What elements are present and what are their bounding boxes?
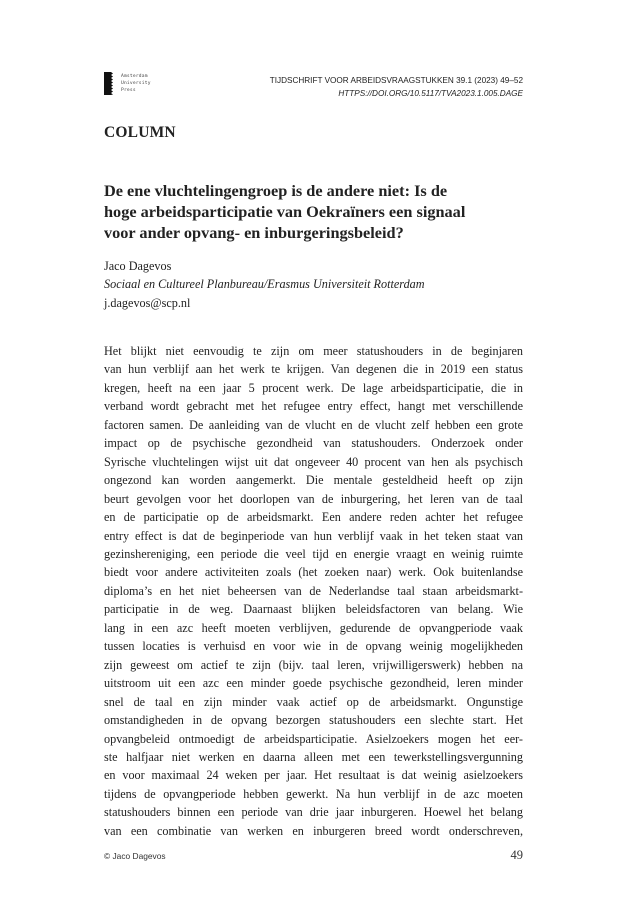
journal-citation: TIJDSCHRIFT VOOR ARBEIDSVRAAGSTUKKEN 39.1 (2023) 49–52 xyxy=(269,76,523,85)
body-line: beurt gevolgen voor het doorlopen van de inburgering, het leren van de taal xyxy=(104,491,523,506)
body-line: statushouders binnen een periode van drie jaar inburgeren. Hoewel het belang xyxy=(104,805,523,820)
title-line: De ene vluchtelingengroep is de andere niet: Is de xyxy=(104,181,448,200)
body-line: ste halfjaar niet werken en daarna alleen met een tewerkstellingsvergunning xyxy=(104,749,523,764)
author-name: Jaco Dagevos xyxy=(104,259,172,273)
author-block xyxy=(104,257,425,312)
amsterdam-university-press-logo-icon xyxy=(104,72,113,95)
body-line: opvangbeleid ontmoedigt de arbeidsparticipatie. Asielzoekers mogen het eer- xyxy=(104,731,523,746)
body-line: diploma’s en het niet beheersen van de Nederlandse taal staan arbeidsmarkt- xyxy=(104,583,523,598)
body-line: verband wordt gebracht met het refugee entry effect, hangt met verschillende xyxy=(104,399,523,414)
body-paragraph xyxy=(104,342,523,840)
author-affiliation: Sociaal en Cultureel Planbureau/Erasmus Universiteit Rotterdam xyxy=(104,277,425,292)
body-line: zijn geweest om actief te zijn (bijv. taal leren, vrijwilligerswerk) hebben na xyxy=(104,657,523,672)
body-line: biedt voor andere activiteiten zoals (het zoeken naar) werk. Ook buitenlandse xyxy=(104,565,523,580)
body-line: omstandigheden in de opvang bezorgen statushouders een slechte start. Het xyxy=(104,713,523,728)
article-title xyxy=(104,180,534,243)
publisher-name xyxy=(121,73,151,95)
author-email[interactable]: j.dagevos@scp.nl xyxy=(104,295,191,310)
title-line: hoge arbeidsparticipatie van Oekraïners een signaal xyxy=(104,202,466,221)
body-line: van hun verblijf aan het werk te krijgen. Van degenen die in 2019 een status xyxy=(104,362,523,377)
body-line: en voor maximaal 24 weken per jaar. Het resultaat is dat weinig asielzoekers xyxy=(104,768,523,783)
publisher-name-line: Amsterdam xyxy=(121,74,148,79)
doi-link[interactable]: HTTPS://DOI.ORG/10.5117/TVA2023.1.005.DAGE xyxy=(338,89,523,98)
body-line: participatie in de weg. Daarnaast blijken beleidsfactoren van belang. Wie xyxy=(104,602,523,617)
copyright-notice: © Jaco Dagevos xyxy=(104,851,166,861)
body-line: tijdens de opvangperiode hebben gewerkt. Na hun verblijf in de azc moeten xyxy=(104,786,523,801)
body-line: impact op de psychische gezondheid van statushouders. Onderzoek onder xyxy=(104,436,523,451)
page-number: 49 xyxy=(510,848,523,862)
section-label: COLUMN xyxy=(104,124,176,141)
body-line: Syrische vluchtelingen wijst uit dat ongeveer 40 procent van hen als psychisch xyxy=(104,454,523,469)
body-line: tussen locaties is verhuisd en voor wie in de opvang weinig mogelijkheden xyxy=(104,639,523,654)
publisher-name-line: Press xyxy=(121,88,136,94)
title-line: voor ander opvang- en inburgeringsbeleid? xyxy=(104,223,404,242)
body-line: factoren samen. De aanleiding van de vlucht en de vlucht zelf hebben een grote xyxy=(104,417,523,432)
body-line: snel de taal en zijn minder vaak actief op de arbeidsmarkt. Ongunstige xyxy=(104,694,523,709)
body-line: gezinshereniging, een periode die veel tijd en energie vraagt en weinig ruimte xyxy=(104,546,523,561)
body-line: Het blijkt niet eenvoudig te zijn om meer statushouders in de beginjaren xyxy=(104,344,523,358)
body-line: entry effect is dat de beginperiode van hun verblijf vaak in het teken staat van xyxy=(104,528,523,543)
body-line: en de participatie op de arbeidsmarkt. Een andere reden achter het refugee xyxy=(104,510,523,525)
publisher-name-line: University xyxy=(121,81,151,87)
running-head xyxy=(270,74,523,100)
publisher-logo xyxy=(104,72,151,95)
body-line: uitstroom uit een azc een minder goede psychische gezondheid, leren minder xyxy=(104,676,523,691)
body-line: lang in een azc heeft moeten verblijven, gedurende de opvangperiode vaak xyxy=(104,620,523,635)
body-line: kregen, heeft na een jaar 5 procent werk. De lage arbeidsparticipatie, die in xyxy=(104,380,523,395)
body-line: van een combinatie van werken en inburgeren breed wordt onderschreven, xyxy=(104,823,523,838)
body-line: ongezond kan worden aangemerkt. Die mentale gesteldheid heeft op zijn xyxy=(104,473,523,488)
